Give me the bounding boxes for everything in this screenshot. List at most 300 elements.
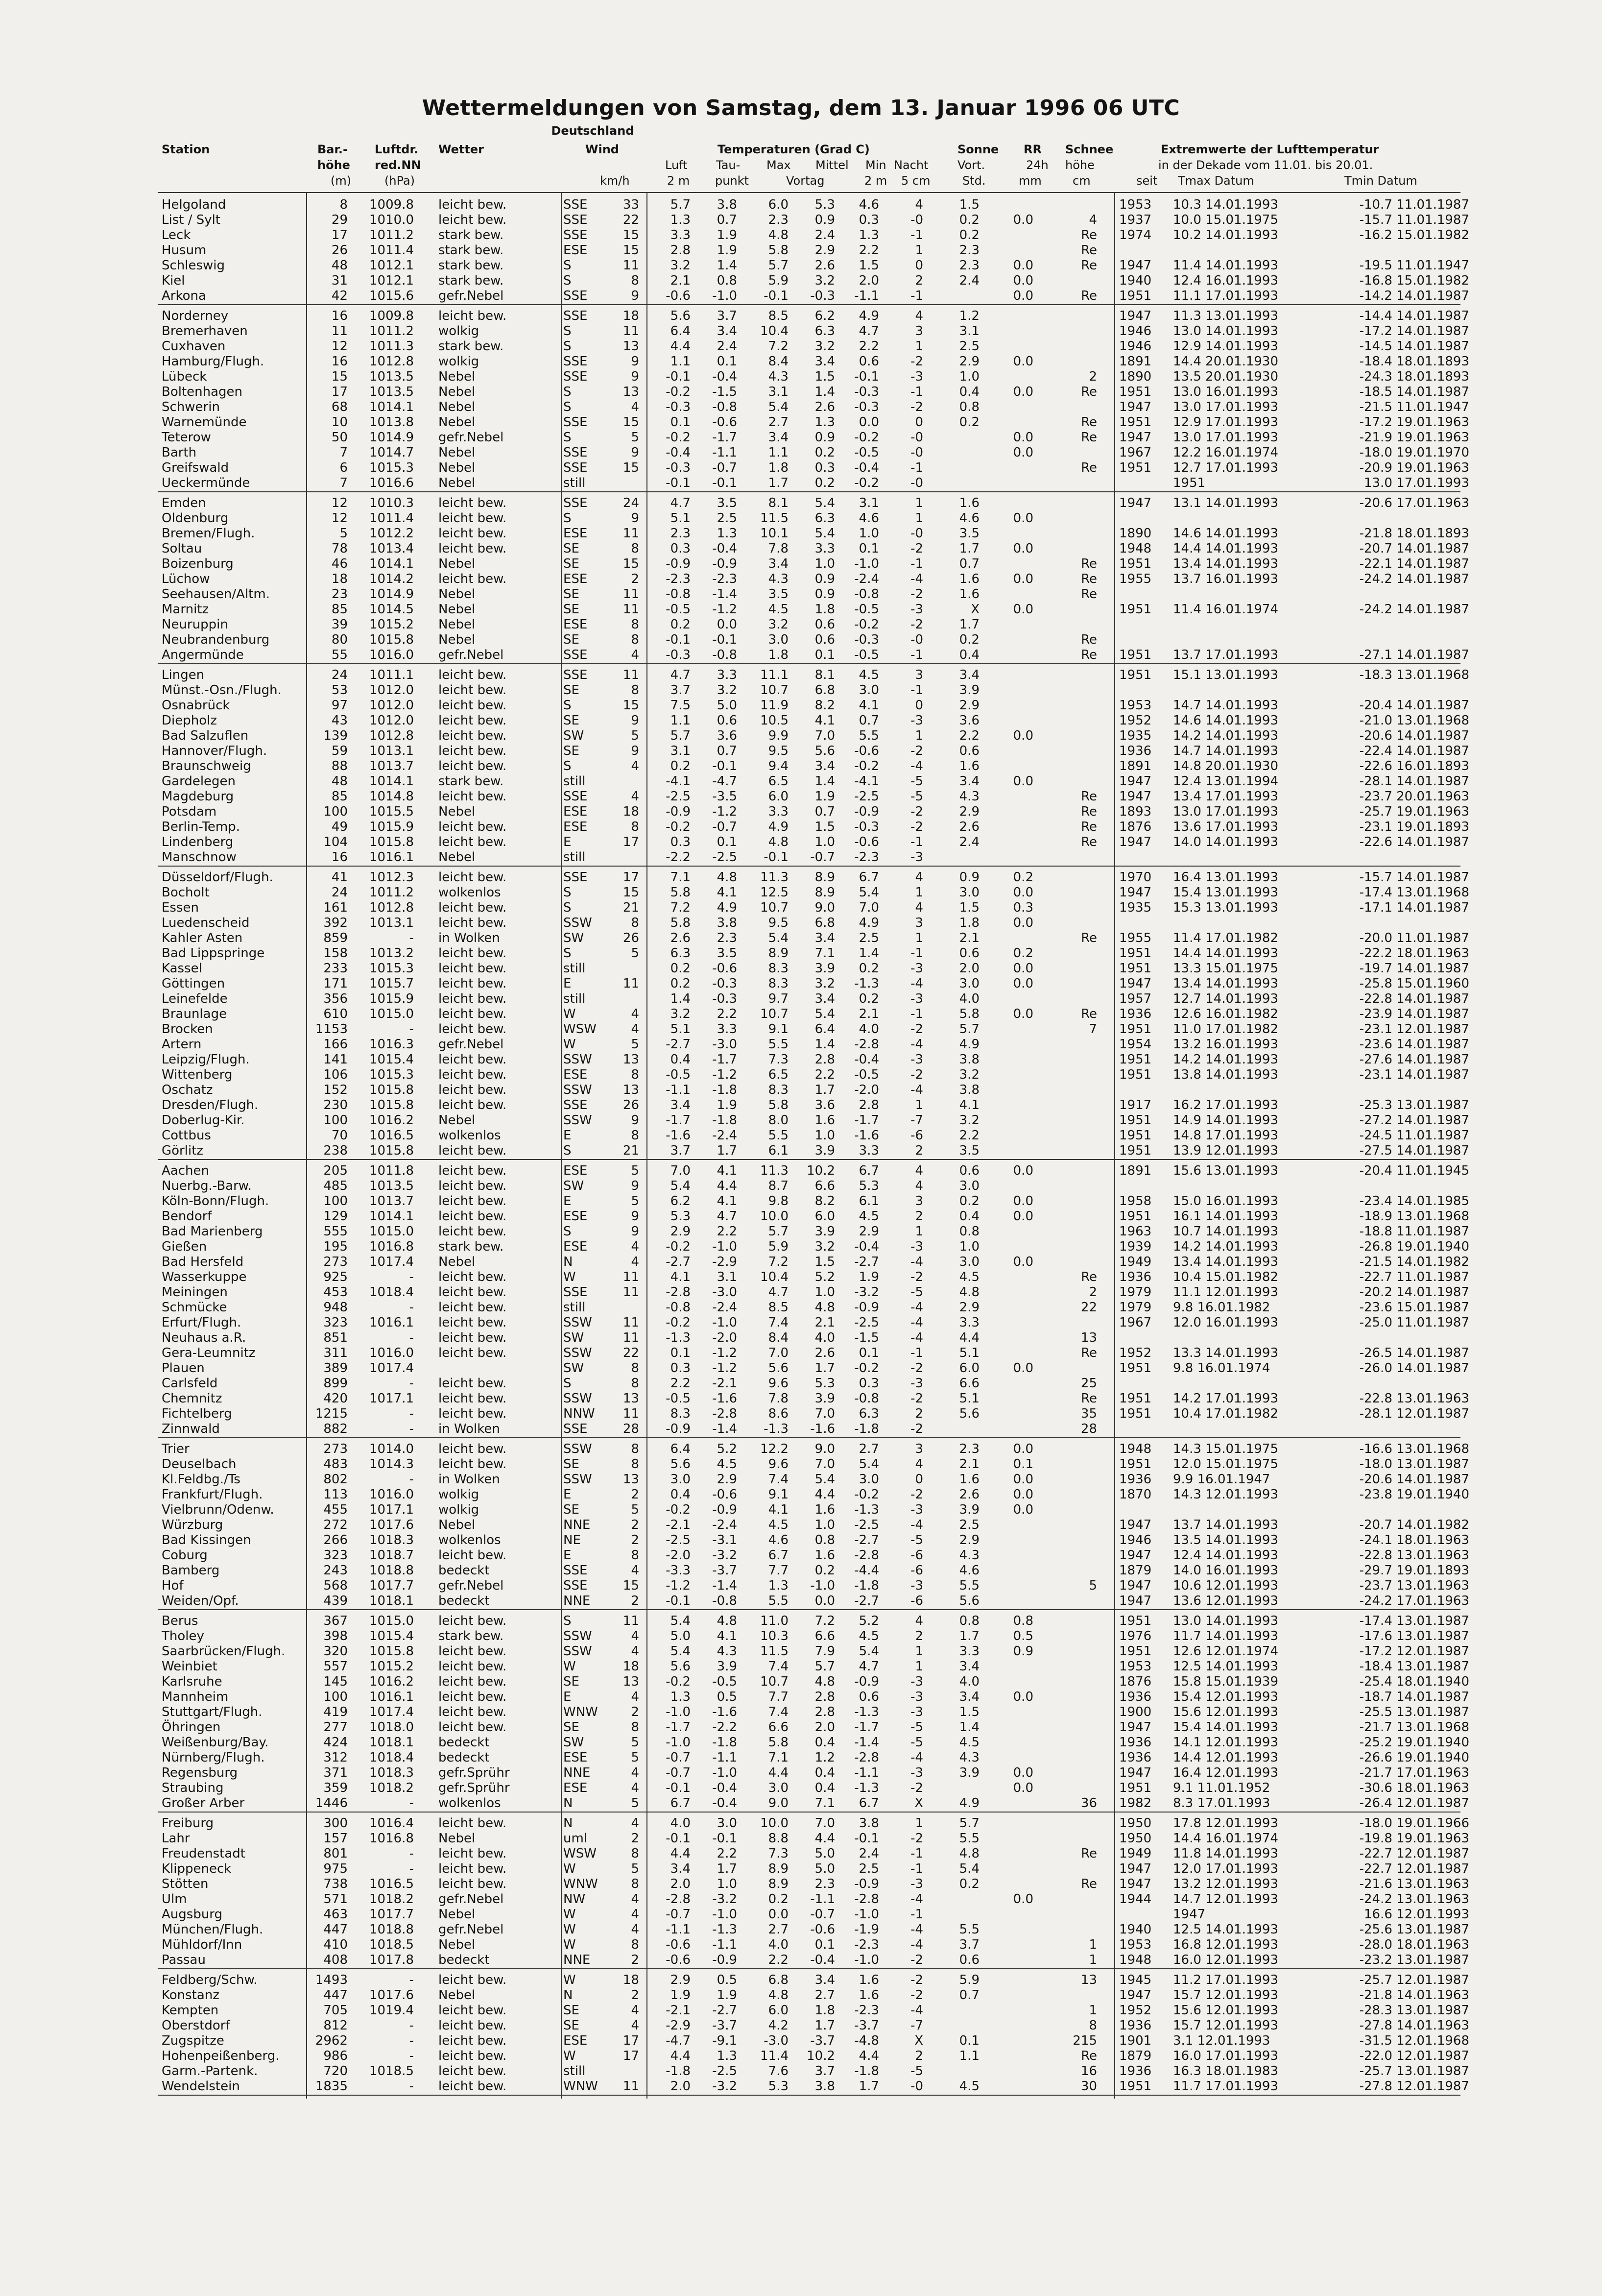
cell-temp-max: 6.5 — [768, 1067, 789, 1082]
cell-rain: 0.0 — [1013, 445, 1033, 460]
cell-height: 975 — [323, 1861, 348, 1876]
cell-temp-min: 4.9 — [859, 309, 879, 323]
cell-temp-mean: 5.4 — [814, 1007, 835, 1021]
cell-dewpoint: -4.7 — [712, 774, 737, 789]
cell-sunshine: 3.2 — [959, 1113, 980, 1128]
cell-wind-dir: NE — [563, 1533, 581, 1547]
cell-temp-night: -1 — [910, 1846, 923, 1861]
cell-snow: Re — [1081, 385, 1097, 399]
cell-temp-min: -1.8 — [854, 1422, 879, 1436]
cell-height: 78 — [331, 541, 348, 556]
cell-wind-dir: SSE — [563, 870, 588, 885]
cell-record-since: 1935 — [1119, 900, 1152, 915]
cell-pressure: 1012.3 — [369, 870, 414, 885]
cell-record-since: 1947 — [1119, 1594, 1152, 1608]
cell-wind-speed: 15 — [622, 556, 639, 571]
cell-temp-max: 8.6 — [768, 1406, 789, 1421]
cell-record-since: 1951 — [1119, 668, 1152, 682]
cell-station: Bremerhaven — [162, 324, 248, 338]
cell-temp-mean: 1.0 — [814, 1285, 835, 1300]
cell-temp-air: -0.4 — [666, 445, 691, 460]
cell-temp-night: -0 — [910, 213, 923, 227]
cell-temp-night: 1 — [915, 1644, 923, 1659]
cell-station: Passau — [162, 1953, 206, 1967]
cell-tmax-record: 12.7 17.01.1993 — [1173, 460, 1279, 475]
cell-temp-air: 6.3 — [670, 946, 691, 961]
cell-temp-mean: 1.4 — [814, 385, 835, 399]
cell-wind-dir: ESE — [563, 1209, 588, 1224]
cell-wind-dir: N — [563, 1816, 573, 1831]
cell-dewpoint: 5.2 — [717, 1442, 737, 1456]
cell-temp-min: -0.5 — [854, 602, 879, 617]
cell-temp-air: -0.2 — [666, 1239, 691, 1254]
cell-record-since: 1979 — [1119, 1285, 1152, 1300]
cell-dewpoint: -1.0 — [712, 1315, 737, 1330]
cell-snow: 1 — [1089, 1937, 1097, 1952]
cell-wind-speed: 13 — [622, 1391, 639, 1406]
cell-tmax-record: 10.4 17.01.1982 — [1173, 1406, 1279, 1421]
cell-tmin-record: -25.3 13.01.1987 — [1359, 1098, 1469, 1112]
cell-tmin-record: -14.2 14.01.1987 — [1359, 289, 1469, 303]
cell-pressure: 1011.1 — [369, 668, 414, 682]
cell-weather: leicht bew. — [438, 1720, 507, 1735]
cell-weather: leicht bew. — [438, 1861, 507, 1876]
cell-temp-mean: 4.8 — [814, 1674, 835, 1689]
cell-temp-air: -0.2 — [666, 1674, 691, 1689]
cell-temp-air: -2.9 — [666, 2018, 691, 2033]
cell-temp-mean: -0.4 — [810, 1953, 835, 1967]
cell-height: 812 — [323, 2018, 348, 2033]
cell-temp-mean: 1.7 — [814, 1361, 835, 1376]
cell-tmax-record: 11.2 17.01.1993 — [1173, 1973, 1279, 1987]
cell-wind-speed: 9 — [631, 1179, 639, 1193]
cell-wind-speed: 8 — [631, 1361, 639, 1376]
cell-pressure: 1016.0 — [369, 648, 414, 662]
cell-temp-air: 5.7 — [670, 197, 691, 212]
cell-temp-night: -0 — [910, 2079, 923, 2094]
cell-wind-dir: W — [563, 1922, 576, 1937]
cell-height: 85 — [331, 602, 348, 617]
cell-weather: wolkig — [438, 354, 479, 369]
cell-wind-speed: 8 — [631, 1548, 639, 1563]
cell-dewpoint: -1.2 — [712, 1361, 737, 1376]
cell-record-since: 1949 — [1119, 1846, 1152, 1861]
cell-temp-air: 7.0 — [670, 1163, 691, 1178]
cell-weather: Nebel — [438, 369, 476, 384]
cell-record-since: 1947 — [1119, 774, 1152, 789]
cell-sunshine: 3.2 — [959, 1067, 980, 1082]
cell-weather: wolkig — [438, 1487, 479, 1502]
cell-tmax-record: 14.7 14.01.1993 — [1173, 698, 1279, 713]
cell-temp-night: -4 — [910, 1300, 923, 1315]
cell-temp-mean: 6.6 — [814, 1179, 835, 1193]
cell-tmin-record: -21.9 19.01.1963 — [1359, 430, 1469, 445]
cell-station: Bad Kissingen — [162, 1533, 251, 1547]
cell-temp-night: -3 — [910, 1877, 923, 1891]
cell-station: Lindenberg — [162, 835, 234, 849]
cell-weather: leicht bew. — [438, 1098, 507, 1112]
cell-temp-max: 4.8 — [768, 228, 789, 242]
cell-dewpoint: 2.2 — [717, 1846, 737, 1861]
cell-dewpoint: -1.6 — [712, 1705, 737, 1719]
cell-temp-mean: -3.7 — [810, 2033, 835, 2048]
cell-record-since: 1935 — [1119, 728, 1152, 743]
cell-dewpoint: -3.1 — [712, 1533, 737, 1547]
cell-snow: 1 — [1089, 1953, 1097, 1967]
col-rr1: RR — [1024, 143, 1042, 156]
cell-temp-air: 6.2 — [670, 1194, 691, 1208]
cell-temp-air: -0.3 — [666, 648, 691, 662]
cell-temp-min: -2.3 — [854, 850, 879, 865]
cell-dewpoint: -2.4 — [712, 1300, 737, 1315]
cell-dewpoint: -3.2 — [712, 2079, 737, 2094]
cell-tmax-record: 13.4 14.01.1993 — [1173, 976, 1279, 991]
cell-pressure: - — [409, 1973, 414, 1987]
cell-wind-dir: ESE — [563, 1750, 588, 1765]
cell-dewpoint: 4.1 — [717, 1629, 737, 1643]
cell-tmin-record: -24.2 13.01.1963 — [1359, 1892, 1469, 1907]
cell-dewpoint: -2.3 — [712, 572, 737, 586]
cell-temp-max: 7.3 — [768, 1846, 789, 1861]
cell-pressure: 1018.7 — [369, 1548, 414, 1563]
cell-temp-night: 4 — [915, 1163, 923, 1178]
cell-temp-air: -2.2 — [666, 850, 691, 865]
cell-temp-mean: 2.2 — [814, 1067, 835, 1082]
cell-temp-min: -1.1 — [854, 1765, 879, 1780]
cell-tmax-record: 3.1 12.01.1993 — [1173, 2033, 1270, 2048]
cell-temp-min: 4.5 — [859, 668, 879, 682]
cell-wind-speed: 5 — [631, 1796, 639, 1811]
cell-temp-mean: 0.6 — [814, 617, 835, 632]
cell-weather: bedeckt — [438, 1953, 490, 1967]
cell-temp-air: -2.7 — [666, 1255, 691, 1269]
cell-height: 16 — [331, 354, 348, 369]
cell-tmax-record: 14.4 14.01.1993 — [1173, 541, 1279, 556]
cell-height: 15 — [331, 369, 348, 384]
cell-wind-dir: S — [563, 385, 572, 399]
cell-temp-max: 6.0 — [768, 2003, 789, 2018]
cell-sunshine: 3.1 — [959, 324, 980, 338]
cell-temp-night: -0 — [910, 445, 923, 460]
cell-pressure: 1014.0 — [369, 1442, 414, 1456]
cell-temp-min: -0.8 — [854, 587, 879, 602]
cell-wind-dir: SSE — [563, 445, 588, 460]
cell-dewpoint: 2.2 — [717, 1007, 737, 1021]
cell-temp-night: 1 — [915, 339, 923, 354]
cell-weather: leicht bew. — [438, 572, 507, 586]
cell-tmin-record: -27.2 14.01.1987 — [1359, 1113, 1469, 1128]
cell-wind-speed: 2 — [631, 1953, 639, 1967]
cell-wind-speed: 15 — [622, 460, 639, 475]
cell-temp-night: -2 — [910, 354, 923, 369]
cell-station: Schmücke — [162, 1300, 227, 1315]
cell-temp-night: -4 — [910, 1922, 923, 1937]
cell-sunshine: 0.6 — [959, 1163, 980, 1178]
cell-height: 1153 — [315, 1022, 348, 1037]
cell-height: 899 — [323, 1376, 348, 1391]
cell-temp-air: 4.0 — [670, 1816, 691, 1831]
cell-weather: Nebel — [438, 850, 476, 865]
col-extr1: Extremwerte der Lufttemperatur — [1161, 143, 1379, 156]
cell-pressure: - — [409, 1330, 414, 1345]
cell-record-since: 1967 — [1119, 1315, 1152, 1330]
cell-pressure: 1015.8 — [369, 1644, 414, 1659]
cell-sunshine: 0.1 — [959, 2033, 980, 2048]
cell-wind-speed: 17 — [622, 870, 639, 885]
cell-weather: leicht bew. — [438, 541, 507, 556]
cell-temp-max: 9.7 — [768, 991, 789, 1006]
cell-temp-min: 1.9 — [859, 1270, 879, 1284]
cell-snow: Re — [1081, 931, 1097, 945]
cell-temp-max: 8.9 — [768, 1877, 789, 1891]
cell-pressure: - — [409, 1300, 414, 1315]
cell-weather: leicht bew. — [438, 991, 507, 1006]
cell-sunshine: 4.5 — [959, 2079, 980, 2094]
cell-temp-air: 3.3 — [670, 228, 691, 242]
cell-dewpoint: -0.9 — [712, 556, 737, 571]
cell-rain: 0.0 — [1013, 213, 1033, 227]
cell-tmax-record: 14.2 14.01.1993 — [1173, 1052, 1279, 1067]
cell-height: 195 — [323, 1239, 348, 1254]
cell-temp-air: 0.2 — [670, 759, 691, 773]
cell-record-since: 1900 — [1119, 1705, 1152, 1719]
cell-rain: 0.0 — [1013, 1163, 1033, 1178]
cell-temp-max: 5.8 — [768, 1735, 789, 1750]
cell-pressure: 1015.0 — [369, 1614, 414, 1628]
cell-height: 571 — [323, 1892, 348, 1907]
cell-temp-min: 0.6 — [859, 1690, 879, 1704]
cell-wind-speed: 24 — [622, 496, 639, 510]
cell-temp-min: -0.6 — [854, 835, 879, 849]
cell-wind-dir: ESE — [563, 617, 588, 632]
cell-weather: leicht bew. — [438, 1391, 507, 1406]
cell-snow: 8 — [1089, 2018, 1097, 2033]
cell-dewpoint: 4.9 — [717, 900, 737, 915]
cell-height: 925 — [323, 1270, 348, 1284]
cell-pressure: 1017.6 — [369, 1988, 414, 2003]
cell-temp-night: -3 — [910, 1674, 923, 1689]
cell-temp-night: -6 — [910, 1563, 923, 1578]
cell-temp-max: 7.7 — [768, 1563, 789, 1578]
cell-record-since: 1936 — [1119, 1007, 1152, 1021]
cell-temp-max: 10.7 — [760, 683, 789, 698]
cell-wind-speed: 4 — [631, 1892, 639, 1907]
cell-temp-air: 4.7 — [670, 668, 691, 682]
cell-temp-air: 2.9 — [670, 1973, 691, 1987]
cell-station: Nuerbg.-Barw. — [162, 1179, 252, 1193]
cell-sunshine: 3.5 — [959, 1143, 980, 1158]
cell-station: Dresden/Flugh. — [162, 1098, 259, 1112]
cell-station: Großer Arber — [162, 1796, 245, 1811]
cell-sunshine: 1.2 — [959, 309, 980, 323]
cell-wind-dir: SSW — [563, 1315, 592, 1330]
cell-wind-dir: S — [563, 273, 572, 288]
cell-tmin-record: -22.7 12.01.1987 — [1359, 1861, 1469, 1876]
cell-wind-dir: SSE — [563, 668, 588, 682]
cell-temp-night: -2 — [910, 1022, 923, 1037]
cell-pressure: - — [409, 2049, 414, 2063]
cell-weather: gefr.Nebel — [438, 1037, 504, 1052]
cell-dewpoint: 3.9 — [717, 1659, 737, 1674]
cell-temp-mean: 0.2 — [814, 476, 835, 490]
cell-temp-min: 1.5 — [859, 258, 879, 273]
cell-station: Freudenstadt — [162, 1846, 246, 1861]
cell-station: Hohenpeißenberg. — [162, 2049, 280, 2063]
cell-dewpoint: 3.3 — [717, 668, 737, 682]
cell-temp-air: 5.6 — [670, 309, 691, 323]
cell-pressure: 1015.6 — [369, 289, 414, 303]
region-label: Deutschland — [551, 124, 634, 138]
cell-wind-speed: 4 — [631, 648, 639, 662]
cell-station: Bad Salzuflen — [162, 728, 249, 743]
cell-record-since: 1974 — [1119, 228, 1152, 242]
cell-temp-night: -2 — [910, 1270, 923, 1284]
cell-sunshine: 2.9 — [959, 804, 980, 819]
cell-sunshine: 3.0 — [959, 1179, 980, 1193]
cell-weather: Nebel — [438, 385, 476, 399]
cell-temp-mean: 0.4 — [814, 1765, 835, 1780]
cell-tmax-record: 12.4 16.01.1993 — [1173, 273, 1279, 288]
cell-weather: in Wolken — [438, 931, 500, 945]
cell-temp-air: 3.0 — [670, 1472, 691, 1487]
cell-height: 12 — [331, 339, 348, 354]
cell-temp-max: 8.9 — [768, 1861, 789, 1876]
cell-sunshine: 0.4 — [959, 648, 980, 662]
cell-temp-max: 8.4 — [768, 354, 789, 369]
cell-temp-night: 4 — [915, 309, 923, 323]
cell-tmin-record: -22.1 14.01.1987 — [1359, 556, 1469, 571]
cell-tmin-record: -25.0 11.01.1987 — [1359, 1315, 1469, 1330]
cell-record-since: 1947 — [1119, 1518, 1152, 1532]
cell-wind-speed: 9 — [631, 445, 639, 460]
cell-dewpoint: 3.8 — [717, 197, 737, 212]
cell-temp-max: 9.1 — [768, 1022, 789, 1037]
cell-temp-night: -0 — [910, 632, 923, 647]
cell-temp-min: 2.8 — [859, 1098, 879, 1112]
cell-weather: leicht bew. — [438, 309, 507, 323]
cell-temp-min: -2.5 — [854, 1315, 879, 1330]
cell-sunshine: 3.4 — [959, 774, 980, 789]
cell-temp-min: 0.3 — [859, 1376, 879, 1391]
cell-tmin-record: -17.4 13.01.1968 — [1359, 885, 1469, 900]
cell-wind-speed: 4 — [631, 789, 639, 804]
cell-tmin-record: -20.6 14.01.1987 — [1359, 728, 1469, 743]
cell-temp-max: 1.7 — [768, 476, 789, 490]
cell-temp-air: -1.7 — [666, 1113, 691, 1128]
cell-station: Angermünde — [162, 648, 244, 662]
cell-tmax-record: 15.0 16.01.1993 — [1173, 1194, 1279, 1208]
cell-wind-dir: W — [563, 1907, 576, 1922]
cell-wind-dir: SSW — [563, 1629, 592, 1643]
cell-wind-speed: 9 — [631, 713, 639, 728]
cell-tmin-record: -17.2 14.01.1987 — [1359, 324, 1469, 338]
cell-pressure: 1016.2 — [369, 1674, 414, 1689]
cell-pressure: 1014.1 — [369, 556, 414, 571]
cell-tmax-record: 15.7 12.01.1993 — [1173, 2018, 1279, 2033]
cell-sunshine: 3.9 — [959, 1765, 980, 1780]
cell-record-since: 1951 — [1119, 1406, 1152, 1421]
col-schnee1: Schnee — [1065, 143, 1114, 156]
cell-wind-dir: SE — [563, 713, 579, 728]
cell-height: 233 — [323, 961, 348, 976]
cell-temp-air: 4.1 — [670, 1270, 691, 1284]
cell-weather: leicht bew. — [438, 1877, 507, 1891]
cell-temp-mean: 4.8 — [814, 1300, 835, 1315]
cell-temp-air: 0.3 — [670, 835, 691, 849]
cell-temp-max: 10.0 — [760, 1209, 789, 1224]
cell-weather: stark bew. — [438, 1239, 504, 1254]
cell-weather: in Wolken — [438, 1472, 500, 1487]
cell-wind-speed: 11 — [622, 1270, 639, 1284]
cell-rain: 0.5 — [1013, 1629, 1033, 1643]
cell-temp-night: 2 — [915, 273, 923, 288]
cell-weather: leicht bew. — [438, 1690, 507, 1704]
cell-temp-night: -1 — [910, 1861, 923, 1876]
cell-station: Straubing — [162, 1781, 224, 1795]
cell-weather: leicht bew. — [438, 668, 507, 682]
cell-wind-dir: SSE — [563, 369, 588, 384]
cell-temp-min: 5.5 — [859, 728, 879, 743]
cell-temp-air: 6.7 — [670, 1796, 691, 1811]
weather-divider — [561, 192, 562, 2099]
cell-temp-max: 8.5 — [768, 309, 789, 323]
cell-temp-min: -0.2 — [854, 1361, 879, 1376]
cell-station: Aachen — [162, 1163, 209, 1178]
cell-station: Leinefelde — [162, 991, 228, 1006]
cell-height: 568 — [323, 1578, 348, 1593]
cell-snow: Re — [1081, 587, 1097, 602]
cell-height: 238 — [323, 1143, 348, 1158]
cell-temp-mean: 9.0 — [814, 900, 835, 915]
cell-height: 31 — [331, 273, 348, 288]
group-separator — [158, 1968, 1460, 1969]
cell-wind-dir: ESE — [563, 2033, 588, 2048]
cell-temp-min: 0.1 — [859, 541, 879, 556]
cell-pressure: 1016.0 — [369, 1487, 414, 1502]
cell-temp-max: 7.2 — [768, 1255, 789, 1269]
cell-pressure: 1016.2 — [369, 1113, 414, 1128]
cell-wind-dir: SSE — [563, 1563, 588, 1578]
cell-height: 53 — [331, 683, 348, 698]
cell-record-since: 1949 — [1119, 1255, 1152, 1269]
cell-temp-mean: 0.2 — [814, 1563, 835, 1578]
cell-tmin-record: -24.1 18.01.1963 — [1359, 1533, 1469, 1547]
cell-sunshine: 2.0 — [959, 961, 980, 976]
cell-record-since: 1947 — [1119, 976, 1152, 991]
cell-wind-speed: 5 — [631, 1861, 639, 1876]
cell-temp-night: -3 — [910, 991, 923, 1006]
cell-tmin-record: -20.4 14.01.1987 — [1359, 698, 1469, 713]
cell-wind-speed: 4 — [631, 1563, 639, 1578]
cell-wind-dir: ESE — [563, 572, 588, 586]
cell-temp-night: -2 — [910, 1422, 923, 1436]
cell-record-since: 1950 — [1119, 1831, 1152, 1846]
cell-snow: 4 — [1089, 213, 1097, 227]
cell-weather: leicht bew. — [438, 2064, 507, 2078]
cell-temp-max: 9.6 — [768, 1457, 789, 1472]
cell-temp-mean: 0.4 — [814, 1735, 835, 1750]
cell-wind-speed: 11 — [622, 2079, 639, 2094]
cell-temp-air: -2.3 — [666, 572, 691, 586]
cell-temp-mean: 3.4 — [814, 1973, 835, 1987]
cell-wind-dir: E — [563, 1194, 572, 1208]
cell-record-since: 1947 — [1119, 258, 1152, 273]
cell-dewpoint: 0.1 — [717, 835, 737, 849]
cell-temp-max: 1.3 — [768, 1578, 789, 1593]
cell-temp-max: 5.4 — [768, 400, 789, 414]
cell-temp-mean: 6.2 — [814, 309, 835, 323]
cell-temp-min: 3.1 — [859, 496, 879, 510]
